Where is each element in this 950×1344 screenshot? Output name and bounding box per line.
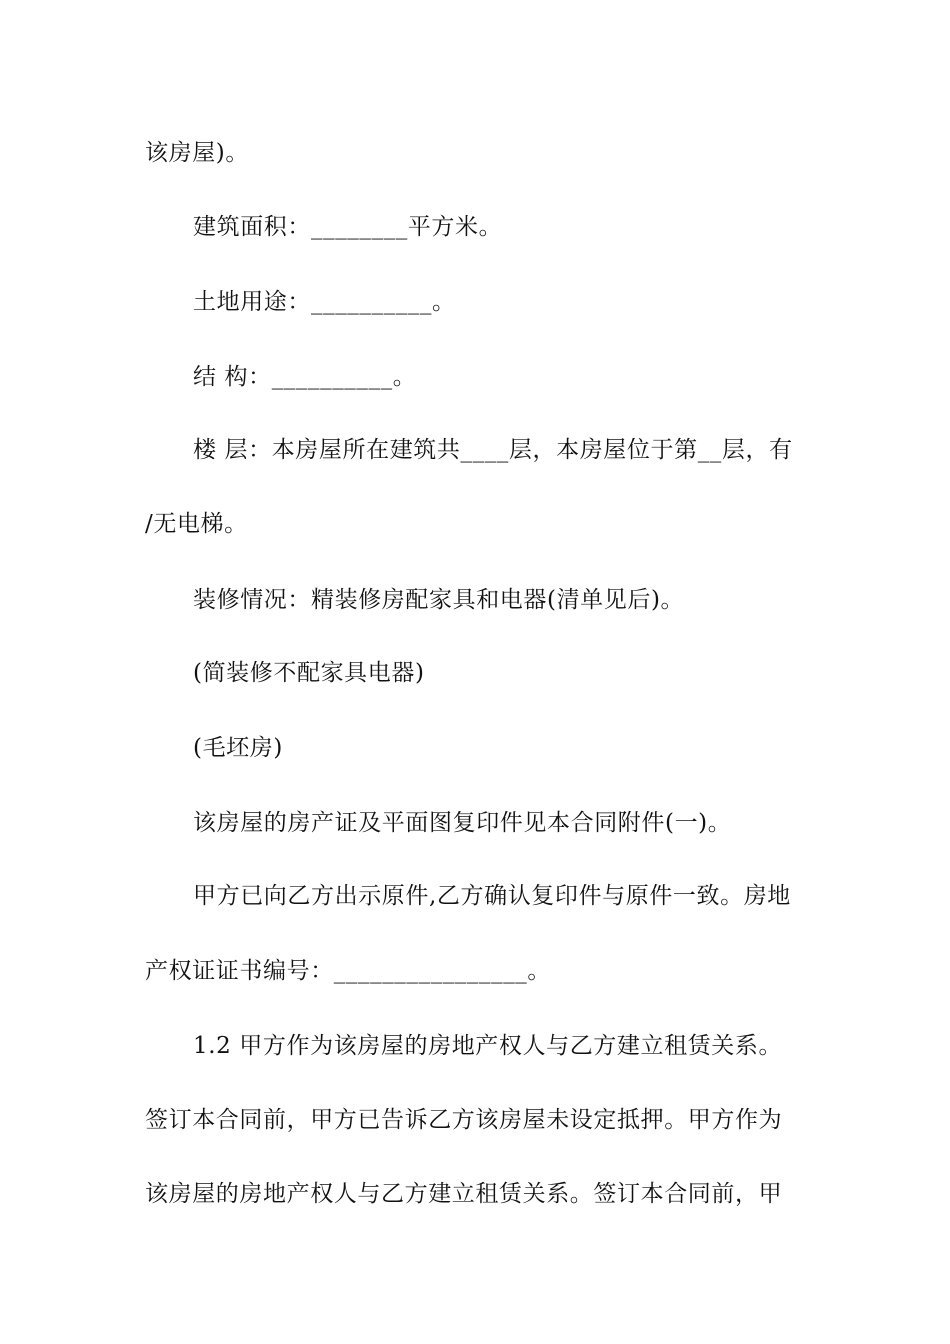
- text-line-original-shown: 甲方已向乙方出示原件,乙方确认复印件与原件一致。房地: [193, 883, 791, 909]
- text-line-lease-relation: 该房屋的房地产权人与乙方建立租赁关系。签订本合同前，甲: [145, 1181, 783, 1207]
- text-line-mortgage: 签订本合同前，甲方已告诉乙方该房屋未设定抵押。甲方作为: [145, 1107, 783, 1133]
- text-line-continuation: 该房屋)。: [145, 140, 249, 166]
- text-line-floor: 楼 层：本房屋所在建筑共____层，本房屋位于第__层，有: [193, 437, 793, 463]
- text-line-land-use: 土地用途：__________。: [193, 289, 456, 315]
- text-line-building-area: 建筑面积：________平方米。: [193, 214, 503, 240]
- text-line-certificate-number: 产权证证书编号：________________。: [145, 958, 551, 984]
- text-line-rough-house: (毛坯房): [193, 735, 283, 761]
- text-line-elevator: /无电梯。: [145, 511, 248, 537]
- text-line-simple-decoration: (简装修不配家具电器): [193, 660, 425, 686]
- text-line-structure: 结 构：__________。: [193, 364, 417, 390]
- text-line-clause-1-2: 1.2 甲方作为该房屋的房地产权人与乙方建立租赁关系。: [193, 1033, 783, 1059]
- text-line-certificate-copy: 该房屋的房产证及平面图复印件见本合同附件(一)。: [193, 810, 732, 836]
- text-line-decoration: 装修情况：精装修房配家具和电器(清单见后)。: [193, 587, 685, 613]
